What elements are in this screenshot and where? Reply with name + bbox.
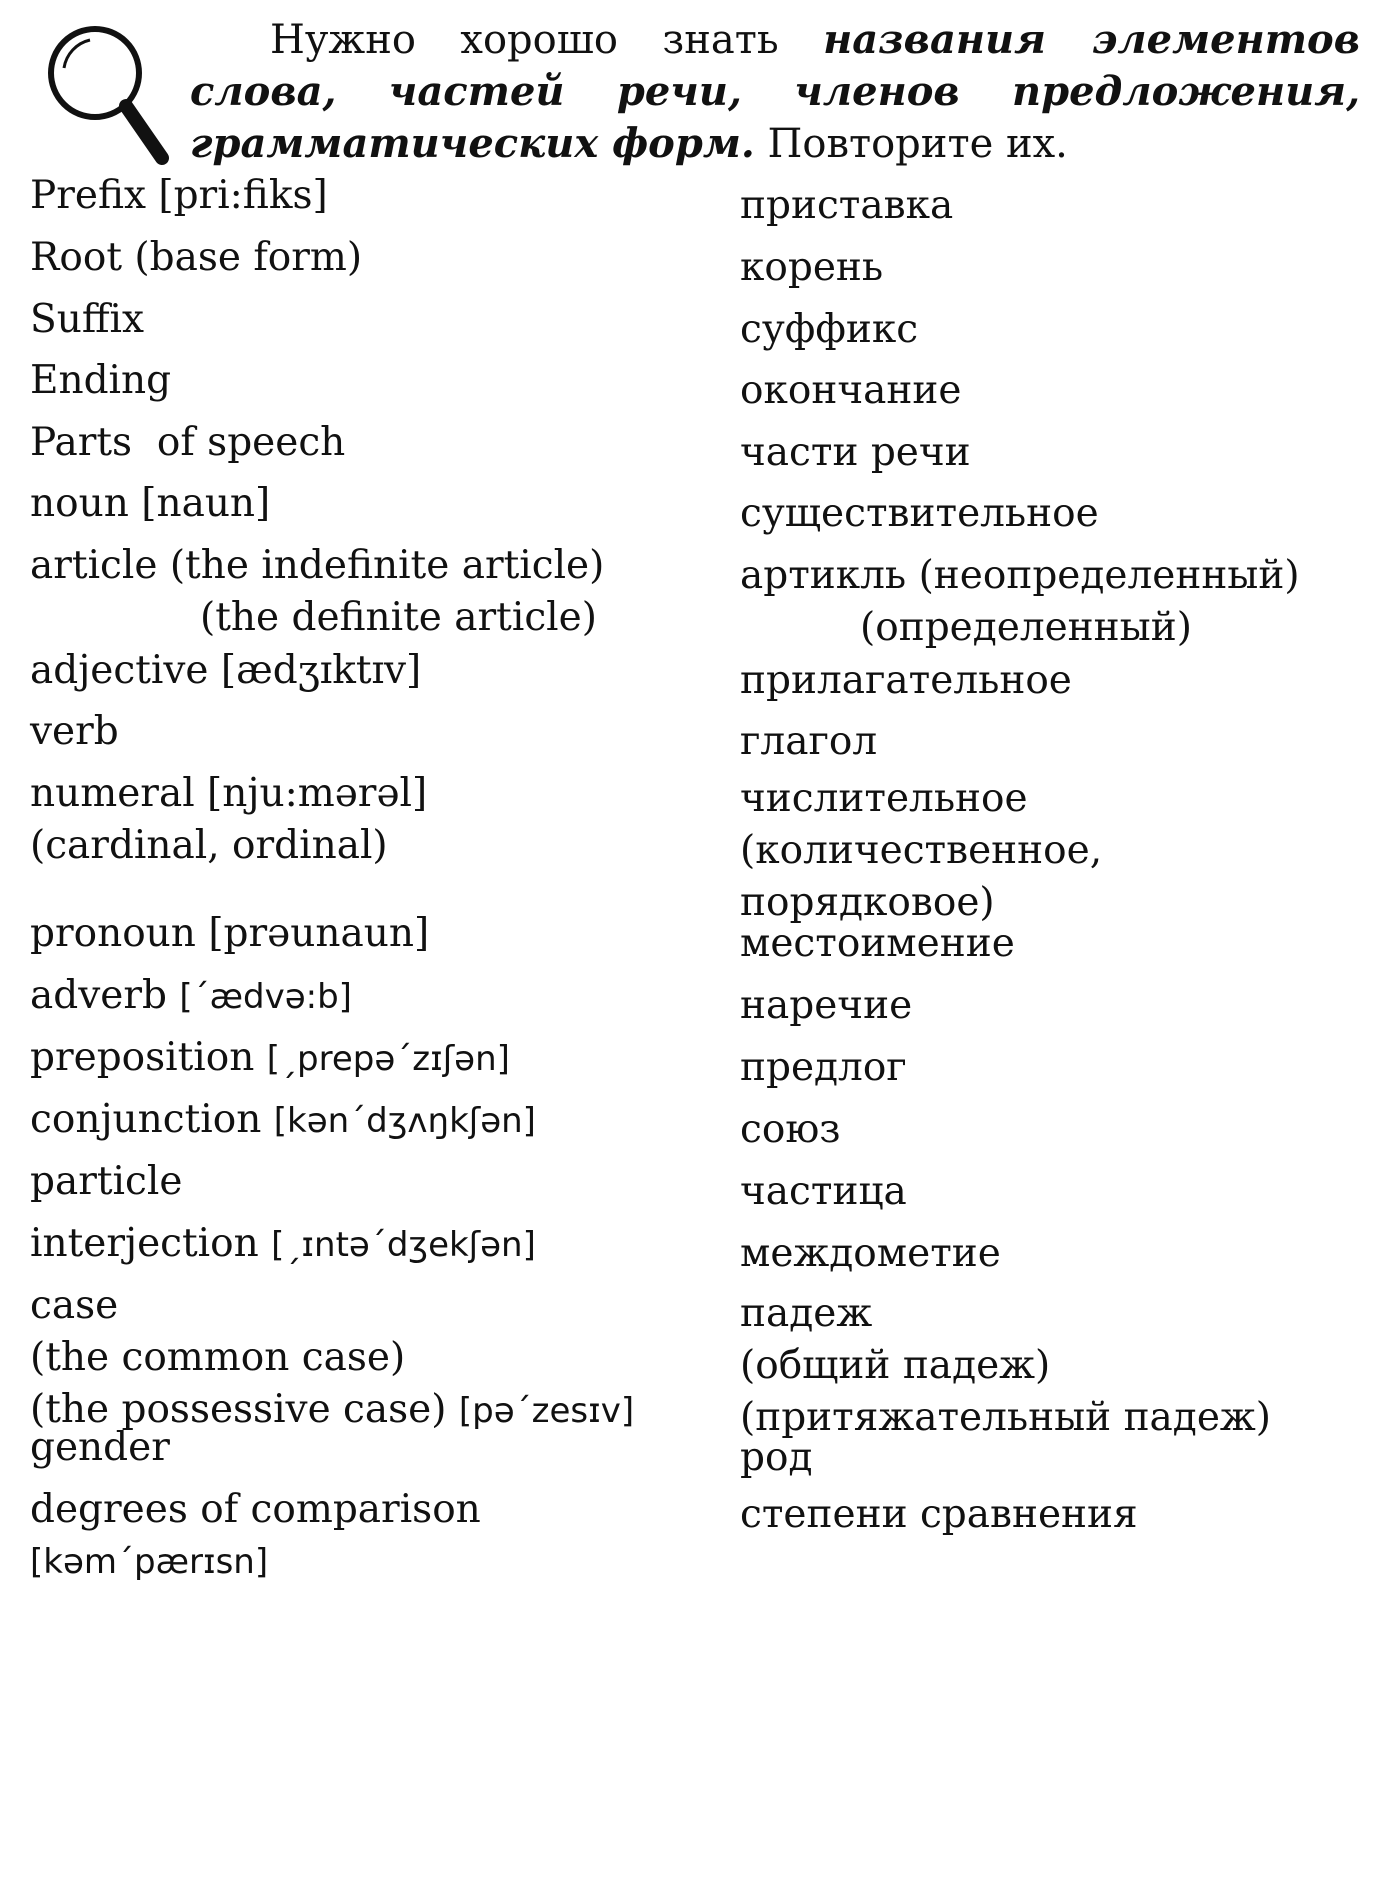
translation-text: союз bbox=[740, 1107, 841, 1152]
term-phonetic: [kəmˊpærɪsn] bbox=[30, 1542, 269, 1582]
translation-text: междометие bbox=[740, 1231, 1001, 1276]
term-text: noun [naun] bbox=[30, 481, 271, 526]
term-text: Ending bbox=[30, 358, 172, 403]
translation bbox=[740, 242, 1360, 294]
term-text: gender bbox=[30, 1425, 170, 1470]
translation-text: глагол bbox=[740, 719, 878, 764]
translation bbox=[740, 773, 1360, 929]
translation bbox=[740, 1042, 1360, 1094]
term-text: degrees of comparison bbox=[30, 1487, 481, 1532]
translation bbox=[740, 980, 1360, 1032]
translation bbox=[740, 1489, 1360, 1541]
translation bbox=[740, 180, 1360, 232]
term-text: Suffix bbox=[30, 297, 145, 342]
term-text: particle bbox=[30, 1159, 183, 1204]
term-text: preposition bbox=[30, 1035, 255, 1080]
translation-text: степени сравнения bbox=[740, 1492, 1138, 1537]
translation-text: наречие bbox=[740, 983, 913, 1028]
term bbox=[30, 1422, 710, 1474]
translation-text: частица bbox=[740, 1169, 907, 1214]
term bbox=[30, 478, 710, 530]
translation-text: окончание bbox=[740, 368, 962, 413]
term bbox=[30, 355, 710, 407]
translation-text: падеж bbox=[740, 1291, 873, 1336]
translation-text: существительное bbox=[740, 491, 1099, 536]
term bbox=[30, 540, 710, 644]
term-text: adjective [ædʒɪktɪv] bbox=[30, 648, 422, 693]
term bbox=[30, 232, 710, 284]
term-text: (the possessive case) bbox=[30, 1387, 447, 1432]
translation bbox=[740, 655, 1360, 707]
translation bbox=[740, 918, 1360, 970]
translation-text: предлог bbox=[740, 1045, 907, 1090]
term bbox=[30, 645, 710, 697]
term-text: adverb bbox=[30, 973, 167, 1018]
term-text: case bbox=[30, 1283, 119, 1328]
translation-text: приставка bbox=[740, 183, 954, 228]
term bbox=[30, 1218, 710, 1271]
term bbox=[30, 768, 710, 872]
term-text: article (the indefinite article) bbox=[30, 543, 605, 588]
term-phonetic: [ˏɪntəˊdʒekʃən] bbox=[271, 1225, 536, 1265]
translation bbox=[740, 1166, 1360, 1218]
translation-text: род bbox=[740, 1435, 813, 1480]
term-text: (the definite article) bbox=[200, 595, 597, 640]
translation bbox=[740, 1288, 1360, 1444]
translation-text: (притяжательный падеж) bbox=[740, 1395, 1271, 1440]
term bbox=[30, 417, 710, 469]
term-text: pronoun [prəunaun] bbox=[30, 911, 430, 956]
translation bbox=[740, 1228, 1360, 1280]
term bbox=[30, 1032, 710, 1085]
term-text: (cardinal, ordinal) bbox=[30, 823, 388, 868]
translation bbox=[740, 716, 1360, 768]
term-text: Prefix [pri:fiks] bbox=[30, 173, 328, 218]
translation-text: прилагательное bbox=[740, 658, 1072, 703]
intro-tail: Повторите их. bbox=[754, 121, 1068, 167]
term-phonetic: [kənˊdʒʌŋkʃən] bbox=[273, 1101, 536, 1141]
term-phonetic: [ˏprepəˊzɪʃən] bbox=[266, 1039, 510, 1079]
term bbox=[30, 908, 710, 960]
term bbox=[30, 970, 710, 1023]
term bbox=[30, 1484, 710, 1588]
translation-text: (определенный) bbox=[860, 605, 1192, 650]
term-text: Root (base form) bbox=[30, 235, 363, 280]
intro-emphasis: названия элементов слова, частей речи, членов предложения, грамматических форм. bbox=[190, 16, 1361, 167]
term-phonetic: [pəˊzesɪv] bbox=[458, 1391, 635, 1431]
translation-text: артикль (неопределенный) bbox=[740, 553, 1300, 598]
translation bbox=[740, 365, 1360, 417]
translation-text: местоимение bbox=[740, 921, 1015, 966]
term-phonetic: [ˊædvə:b] bbox=[179, 977, 352, 1017]
magnifying-glass-icon bbox=[40, 18, 170, 168]
translation-text: части речи bbox=[740, 430, 971, 475]
term-text: interjection bbox=[30, 1221, 259, 1266]
translation-text: (общий падеж) bbox=[740, 1343, 1051, 1388]
translation-text: суффикс bbox=[740, 307, 919, 352]
term-text: (the common case) bbox=[30, 1335, 406, 1380]
translation-text: корень bbox=[740, 245, 884, 290]
translation bbox=[740, 550, 1360, 654]
term bbox=[30, 170, 710, 222]
translation bbox=[740, 1104, 1360, 1156]
term-text: conjunction bbox=[30, 1097, 262, 1142]
term bbox=[30, 1280, 710, 1437]
term bbox=[30, 706, 710, 758]
term bbox=[30, 1156, 710, 1208]
translation bbox=[740, 304, 1360, 356]
translation-text: порядковое) bbox=[740, 880, 995, 925]
term bbox=[30, 1094, 710, 1147]
translation bbox=[740, 488, 1360, 540]
translation bbox=[740, 1432, 1360, 1484]
term-text: verb bbox=[30, 709, 119, 754]
translation bbox=[740, 427, 1360, 479]
term-text: numeral [nju:mərəl] bbox=[30, 771, 428, 816]
term bbox=[30, 294, 710, 346]
intro-lead: Нужно хорошо знать bbox=[270, 17, 824, 63]
intro-paragraph bbox=[190, 14, 1360, 170]
term-text: Parts of speech bbox=[30, 420, 346, 465]
translation-text: (количественное, bbox=[740, 828, 1103, 873]
translation-text: числительное bbox=[740, 776, 1028, 821]
